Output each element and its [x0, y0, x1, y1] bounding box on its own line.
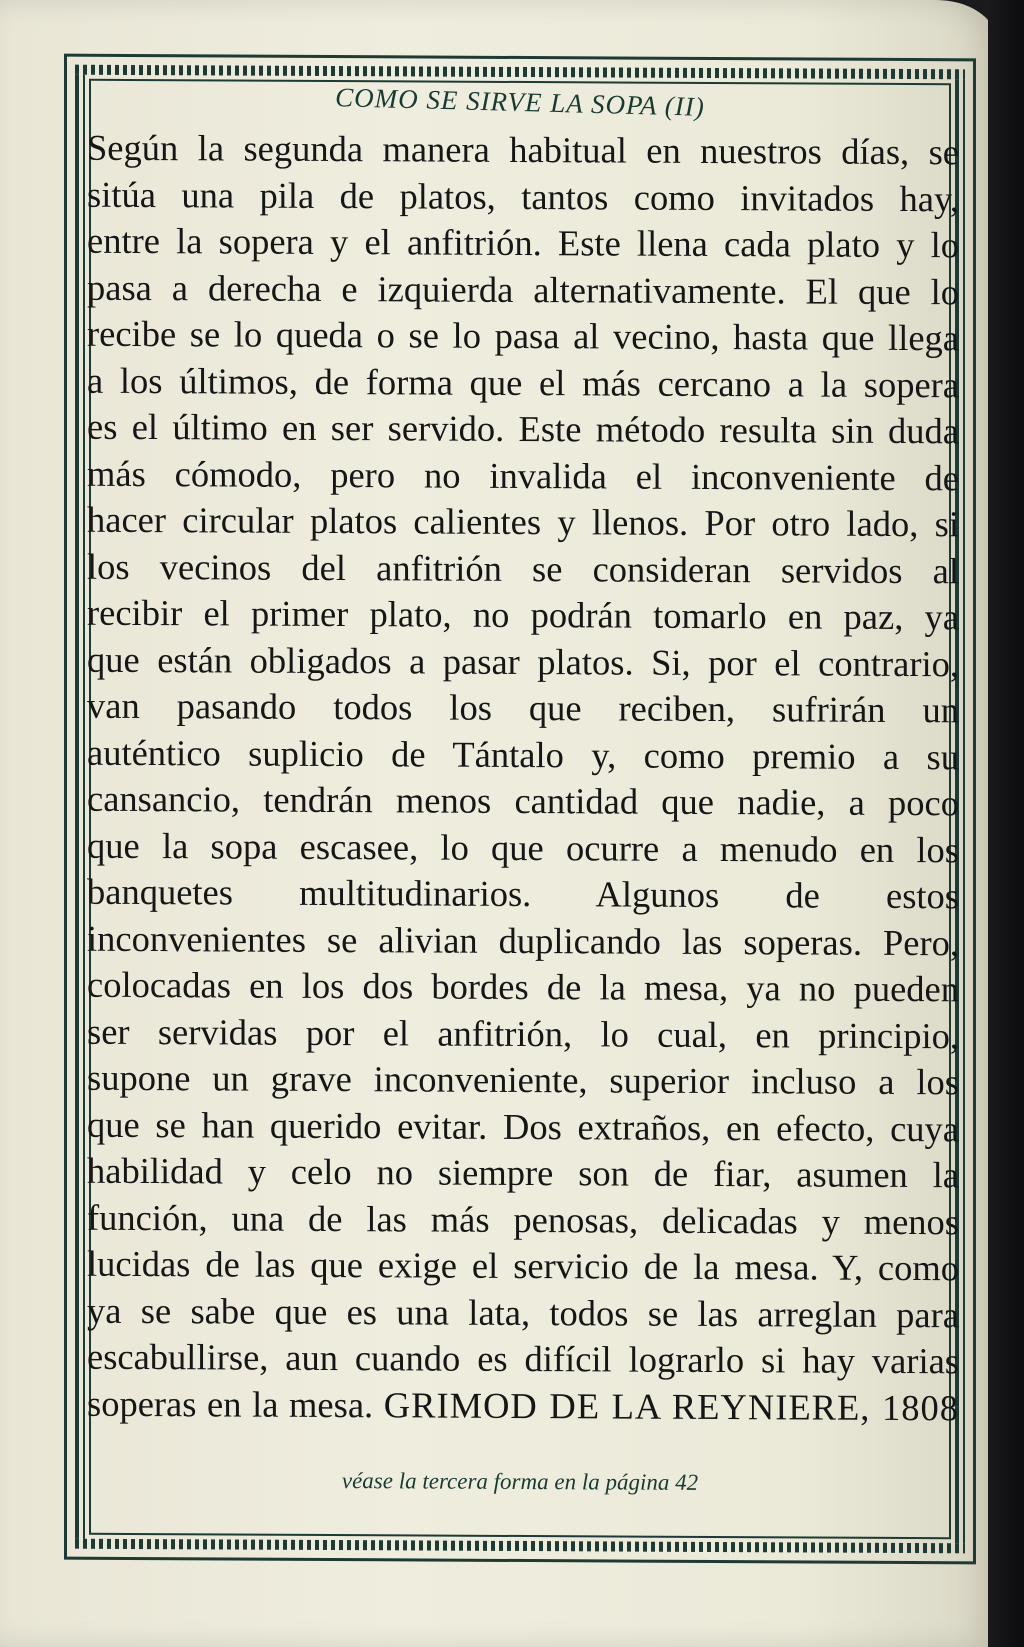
- text-line: Según la segunda manera habitual en nuestros días, se: [87, 126, 959, 173]
- text-line: que se han querido evitar. Dos extraños, en efecto, cuya: [87, 1103, 959, 1149]
- page-reference: 42: [675, 1469, 699, 1495]
- text-line: inconvenientes se alivian duplicando las soperas. Pero,: [87, 917, 959, 963]
- text-line: los vecinos del anfitrión se consideran servidos al: [87, 545, 959, 591]
- text-line: sitúa una pila de platos, tantos como invitados hay,: [87, 173, 959, 219]
- text-line: pasa a derecha e izquierda alternativamente. El que lo: [87, 266, 959, 312]
- body-text: [87, 125, 959, 1432]
- text-line: recibir el primer plato, no podrán tomarlo en paz, ya: [87, 591, 959, 638]
- author-credit: GRIMOD DE LA REYNIERE, 1808: [383, 1383, 960, 1428]
- text-line: auténtico suplicio de Tántalo y, como premio a su: [87, 731, 959, 777]
- text-line: banquetes multitudinarios. Algunos de estos: [87, 870, 959, 917]
- text-line: ser servidas por el anfitrión, lo cual, en principio,: [87, 1010, 959, 1056]
- text-line: cansancio, tendrán menos cantidad que nadie, a poco: [87, 777, 959, 824]
- text-line: colocadas en los dos bordes de la mesa, ya no pueden: [87, 963, 959, 1010]
- text-line: lucidas de las que exige el servicio de la mesa. Y, como: [87, 1242, 959, 1289]
- text-line: a los últimos, de forma que el más cercano a la sopera: [87, 359, 959, 405]
- text-line: más cómodo, pero no invalida el inconveniente de: [87, 452, 959, 498]
- text-line: ya se sabe que es una lata, todos se las arreglan para: [87, 1289, 959, 1335]
- text-line: es el último en ser servido. Este método resulta sin duda: [87, 405, 959, 452]
- text-line: van pasando todos los que reciben, sufrirán un: [87, 684, 959, 731]
- page-heading: COMO SE SIRVE LA SOPA (II): [334, 82, 706, 122]
- footer-note: [67, 1467, 973, 1498]
- text-line: entre la sopera y el anfitrión. Este llena cada plato y lo: [87, 219, 959, 266]
- footer-text: véase la tercera forma en la página: [341, 1468, 670, 1495]
- text-line: escabullirse, aun cuando es difícil lograrlo si hay varias: [87, 1335, 959, 1382]
- text-line: hacer circular platos calientes y llenos. Por otro lado, si: [87, 498, 959, 545]
- text-line: habilidad y celo no siempre son de fiar, asumen la: [87, 1149, 959, 1196]
- text-line: supone un grave inconveniente, superior incluso a los: [87, 1056, 959, 1103]
- text-line: recibe se lo queda o se lo pasa al vecino, hasta que llega: [87, 312, 959, 359]
- text-line: que la sopa escasee, lo que ocurre a menudo en los: [87, 824, 959, 870]
- text-line: función, una de las más penosas, delicadas y menos: [87, 1196, 959, 1242]
- text-line: que están obligados a pasar platos. Si, por el contrario,: [87, 638, 959, 684]
- text-line-last: [87, 1380, 959, 1431]
- greek-key-border: [64, 54, 976, 1565]
- last-line-text: soperas en la mesa.: [87, 1382, 374, 1425]
- page-edge-shadow: [988, 0, 1024, 1647]
